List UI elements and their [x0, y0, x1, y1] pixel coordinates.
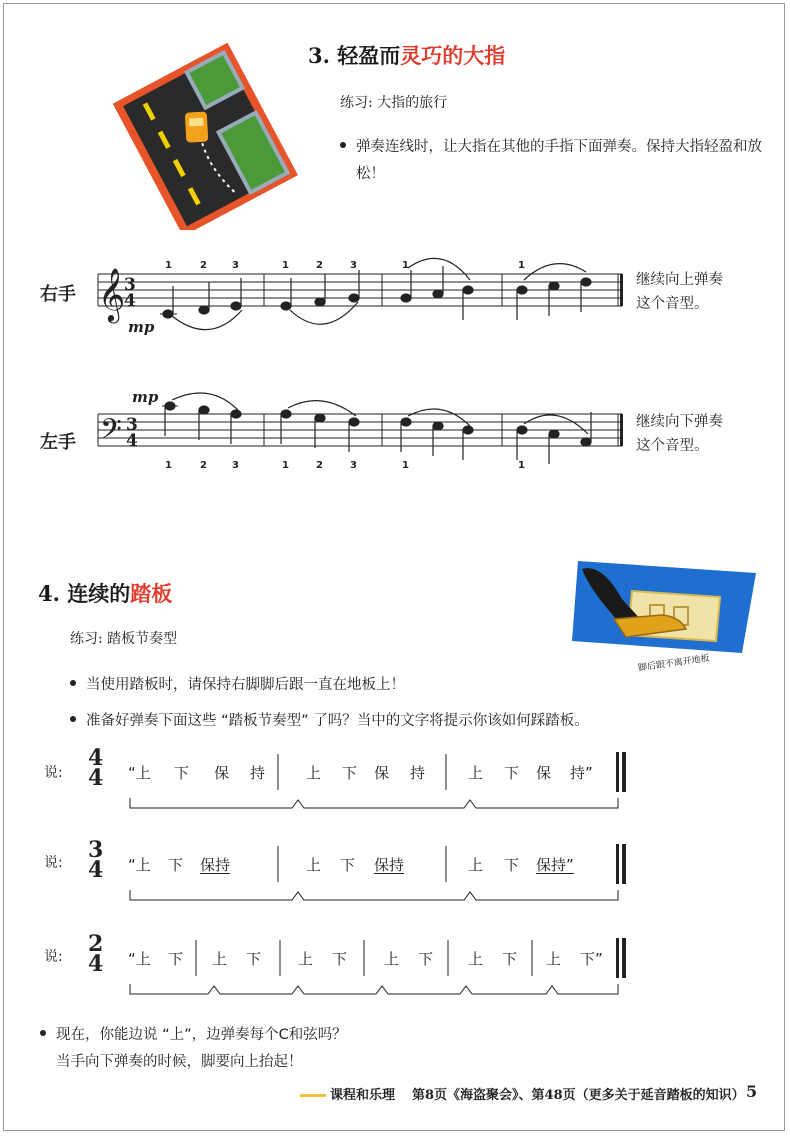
section-4-bullet-2-text: 准备好弹奏下面这些 “踏板节奏型” 了吗？当中的文字将提示你该如何踩踏板。 [86, 713, 589, 729]
meter-top: 3 [88, 837, 104, 863]
slur [290, 302, 358, 324]
pedal-word: 保 [214, 764, 230, 782]
fingering: 1 [165, 460, 172, 471]
note [349, 418, 359, 426]
pedal-word: 保持 [200, 856, 231, 874]
final-barline [622, 938, 626, 978]
section-3-bullet-text: 弹奏连线时，让大指在其他的手指下面弹奏。保持大指轻盈和放松！ [356, 139, 762, 182]
slur [524, 264, 586, 280]
bullet-dot [70, 680, 76, 686]
note [349, 294, 359, 302]
treble-clef-icon: 𝄞 [98, 267, 126, 321]
treble-staff [92, 250, 632, 340]
pedal-word: 保持” [536, 856, 574, 874]
lh-instruction-line1: 继续向下弹奏 [636, 414, 723, 430]
lh-meter-bottom: 4 [126, 431, 138, 451]
pedal-word: 保 [374, 764, 390, 782]
pedal-word: 下 [332, 950, 348, 968]
slur [408, 258, 470, 280]
foot-caption: 脚后跟不离开地板 [637, 653, 711, 674]
pedal-word: 下 [418, 950, 434, 968]
pedal-word: 下” [580, 950, 603, 968]
meter-bottom: 4 [88, 765, 104, 791]
final-barline [616, 844, 619, 884]
footer-accent-bar [300, 1094, 326, 1097]
page-number: 5 [746, 1082, 758, 1101]
fingering: 2 [316, 460, 323, 471]
say-label: 说: [44, 855, 63, 871]
note [281, 302, 291, 310]
fingering: 2 [316, 260, 323, 271]
pedal-word: 下 [168, 856, 184, 874]
meter-bottom: 4 [88, 951, 104, 977]
road-car-illustration [108, 40, 298, 230]
pedal-word: 下 [342, 764, 358, 782]
pedal-word: 下 [502, 950, 518, 968]
note [517, 286, 527, 294]
pedal-word: “上 [128, 950, 151, 968]
note [315, 414, 325, 422]
section-3-heading [308, 40, 505, 70]
pedal-word: 上 [468, 764, 484, 782]
say-label: 说: [44, 765, 63, 781]
section-4-heading [38, 578, 172, 608]
section-4-bullet-1-text: 当使用踏板时，请保持右脚脚后跟一直在地板上！ [86, 677, 405, 693]
lh-dynamic: mp [132, 388, 159, 406]
note [517, 426, 527, 434]
fingering: 2 [200, 460, 207, 471]
lh-instruction [636, 410, 723, 458]
note [199, 306, 209, 314]
pedal-word: 上 [546, 950, 562, 968]
note [281, 410, 291, 418]
section-4-exercise: 练习: 踏板节奏型 [70, 631, 178, 647]
meter-top: 4 [88, 745, 104, 771]
pedal-word: 上 [306, 856, 322, 874]
pedal-word: “上 [128, 856, 151, 874]
pedal-word: 上 [212, 950, 228, 968]
pedal-word: 上 [468, 856, 484, 874]
pedal-word: 下 [174, 764, 190, 782]
section-3-title-accent: 灵巧的大指 [400, 43, 506, 68]
pedal-foot-illustration [570, 555, 760, 685]
note [463, 426, 473, 434]
fingering: 1 [518, 460, 525, 471]
section-3-title: 轻盈而 [337, 43, 401, 68]
pedal-word: 下 [246, 950, 262, 968]
fingering: 1 [165, 260, 172, 271]
closing-line-2: 当手向下弹奏的时候，脚要向上抬起！ [56, 1054, 303, 1070]
fingering: 3 [350, 460, 357, 471]
fingering: 3 [350, 260, 357, 271]
final-barline [622, 752, 626, 792]
pedal-word: 保持 [374, 856, 405, 874]
pedal-word: 上 [384, 950, 400, 968]
pedal-row-3-marks [120, 934, 630, 1004]
section-4-number: 4. [38, 581, 60, 606]
rh-meter-top: 3 [124, 275, 136, 295]
footer-label: 课程和乐理 [330, 1088, 396, 1103]
pedal-word: 持 [410, 764, 426, 782]
note [231, 410, 241, 418]
pedal-word: 保 [536, 764, 552, 782]
note [581, 278, 591, 286]
fingering: 1 [402, 260, 409, 271]
pedal-line [130, 798, 618, 808]
pedal-row-1-meter [88, 745, 104, 791]
section-4-bullet-1 [70, 672, 750, 699]
pedal-word: 上 [468, 950, 484, 968]
note [315, 298, 325, 306]
footer-text: 第8页《海盗聚会》、第48页（更多关于延音踏板的知识） [412, 1088, 745, 1103]
section-4-bullet-2 [70, 708, 770, 735]
rh-meter-bottom: 4 [124, 291, 136, 311]
note [549, 282, 559, 290]
say-label: 说: [44, 949, 63, 965]
pedal-row-1-marks [120, 748, 630, 818]
note [433, 422, 443, 430]
section-3-number: 3. [308, 43, 330, 68]
meter-top: 2 [88, 931, 104, 957]
pedal-word: 下 [168, 950, 184, 968]
note [401, 294, 411, 302]
section-4-title-accent: 踏板 [130, 581, 173, 606]
final-barline [616, 938, 619, 978]
lh-instruction-line2: 这个音型。 [636, 438, 709, 454]
pedal-word: 下 [504, 764, 520, 782]
pedal-word: 持 [250, 764, 266, 782]
fingering: 3 [232, 460, 239, 471]
note [165, 402, 175, 410]
rh-instruction [636, 268, 723, 316]
bullet-dot [70, 716, 76, 722]
pedal-word: 下 [504, 856, 520, 874]
section-4-title: 连续的 [67, 581, 131, 606]
lh-meter-top: 3 [126, 415, 138, 435]
note [163, 310, 173, 318]
bass-staff [92, 384, 632, 474]
note [401, 418, 411, 426]
note [549, 430, 559, 438]
pedal-word: 下 [340, 856, 356, 874]
closing-line-1: 现在，你能边说 “上”，边弹奏每个C和弦吗？ [56, 1027, 347, 1043]
fingering: 1 [282, 260, 289, 271]
section-3-bullet [340, 134, 766, 188]
left-hand-label: 左手 [40, 432, 76, 453]
pedal-word: “上 [128, 764, 151, 782]
bullet-dot [340, 142, 346, 148]
bass-clef-icon: 𝄢 [100, 413, 122, 453]
pedal-word: 上 [306, 764, 322, 782]
section-3-exercise: 练习: 大指的旅行 [340, 95, 448, 111]
pedal-row-2-marks [120, 840, 630, 910]
pedal-line [130, 890, 618, 900]
right-hand-label: 右手 [40, 284, 76, 305]
final-barline [622, 844, 626, 884]
note [463, 286, 473, 294]
rh-instruction-line1: 继续向上弹奏 [636, 272, 723, 288]
note [433, 290, 443, 298]
final-barline [616, 752, 619, 792]
pedal-row-3-meter [88, 931, 104, 977]
fingering: 1 [282, 460, 289, 471]
pedal-row-2-meter [88, 837, 104, 883]
meter-bottom: 4 [88, 857, 104, 883]
fingering: 2 [200, 260, 207, 271]
fingering: 1 [518, 260, 525, 271]
pedal-word: 持” [570, 764, 593, 782]
pedal-line [130, 984, 618, 994]
fingering: 1 [402, 460, 409, 471]
closing-bullet [40, 1022, 640, 1076]
note [231, 302, 241, 310]
rh-instruction-line2: 这个音型。 [636, 296, 709, 312]
fingering: 3 [232, 260, 239, 271]
note [199, 406, 209, 414]
pedal-word: 上 [298, 950, 314, 968]
rh-dynamic: mp [128, 318, 155, 336]
bullet-dot [40, 1030, 46, 1036]
note [581, 438, 591, 446]
